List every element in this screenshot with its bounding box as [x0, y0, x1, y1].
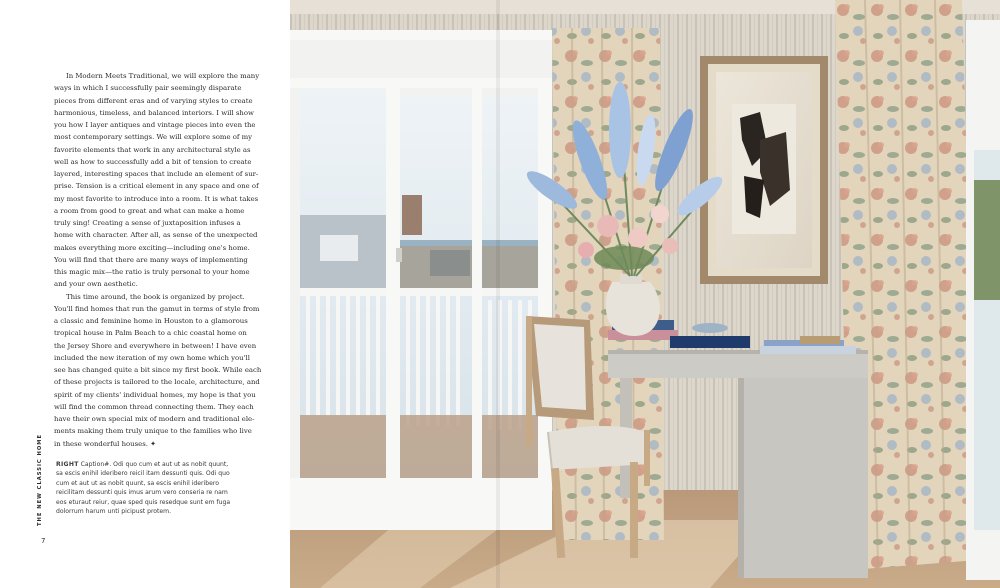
text-line: truly sing! Creating a sense of juxtaposition infuses a	[54, 219, 241, 227]
caption-line: cum et aut ut as nobit quunt, sa escis enihil ideribero	[56, 479, 219, 487]
text-line: included the new iteration of my own home which you'll	[54, 353, 250, 362]
text-line: well as how to successfully add a bit of tension to create	[54, 157, 252, 166]
text-line: this magic mix—the ratio is truly personal to your home	[54, 268, 250, 276]
text-line: harmonious, timeless, and balanced interiors. I will show	[54, 108, 254, 117]
text-line: will find the common thread connecting them. They each	[54, 402, 254, 411]
caption-line: reicilitam dessunti quis imus arum vero conseria re nam	[56, 489, 228, 497]
text-line: You will find that there are many ways of implementing	[54, 255, 248, 264]
left-text-page	[0, 0, 290, 588]
text-line: you how I layer antiques and vintage pieces into even the	[54, 121, 256, 129]
caption-line: sa escis enihil ideribero reicil itam dessunti quis. Odi quo	[56, 470, 230, 478]
text-line: my most favorite to introduce into a room. It is what takes	[54, 194, 259, 203]
text-line: favorite elements that work in any architectural style as	[54, 145, 251, 154]
text-line: layered, interesting spaces that include an element of sur-	[54, 170, 259, 178]
text-line: ways in which I successfully pair seemingly disparate	[54, 84, 242, 93]
text-line: and your own aesthetic.	[54, 280, 138, 289]
body-paragraph-2	[54, 291, 267, 450]
text-line: You'll find homes that run the gamut in terms of style from	[54, 304, 260, 313]
text-line: pieces from different eras and of varying styles to create	[54, 96, 253, 105]
text-line: tropical house in Palm Beach to a chic coastal home on	[54, 329, 247, 338]
body-paragraph-1	[54, 70, 267, 291]
caption-text: Caption#. Odi quo cum et aut ut as nobit quunt,	[80, 461, 229, 468]
text-line: home with character. After all, as sense of the unexpected	[54, 231, 258, 240]
text-line: most contemporary settings. We will explore some of my	[54, 133, 253, 142]
text-line: In Modern Meets Traditional, we will explore the many	[66, 72, 260, 80]
text-line: a room from good to great and what can make a home	[54, 206, 245, 215]
caption-lead: RIGHT	[56, 461, 79, 468]
text-line: ments making them truly unique to the families who live	[54, 427, 252, 436]
caption-line-1	[56, 460, 271, 469]
photo-caption	[56, 460, 271, 516]
caption-line: dolorrum harum unti picipust protem.	[56, 507, 172, 515]
text-line: in these wonderful houses. ✦	[54, 439, 156, 448]
text-line: the Jersey Shore and everywhere in between! I have even	[54, 341, 257, 350]
text-line: makes everything more exciting—including one's home.	[54, 243, 250, 252]
text-line: spirit of my clients' individual homes, my hope is that you	[54, 390, 256, 399]
caption-line: eos eturaut reiur, quae sped quis resedque sunt em fuga	[56, 498, 231, 506]
body-text	[54, 70, 267, 450]
running-head: THE NEW CLASSIC HOME	[37, 433, 43, 527]
text-line: a classic and feminine home in Houston to a glamorous	[54, 317, 248, 325]
text-line: prise. Tension is a critical element in any space and one of	[54, 182, 259, 191]
text-line: have their own special mix of modern and traditional ele-	[54, 415, 255, 423]
text-line: see has changed quite a bit since my first book. While each	[54, 366, 262, 374]
page-number: 7	[41, 537, 46, 545]
text-line: of these projects is tailored to the locale, architecture, and	[54, 378, 260, 387]
text-line: This time around, the book is organized by project.	[66, 292, 245, 301]
interior-photo	[290, 0, 1000, 588]
